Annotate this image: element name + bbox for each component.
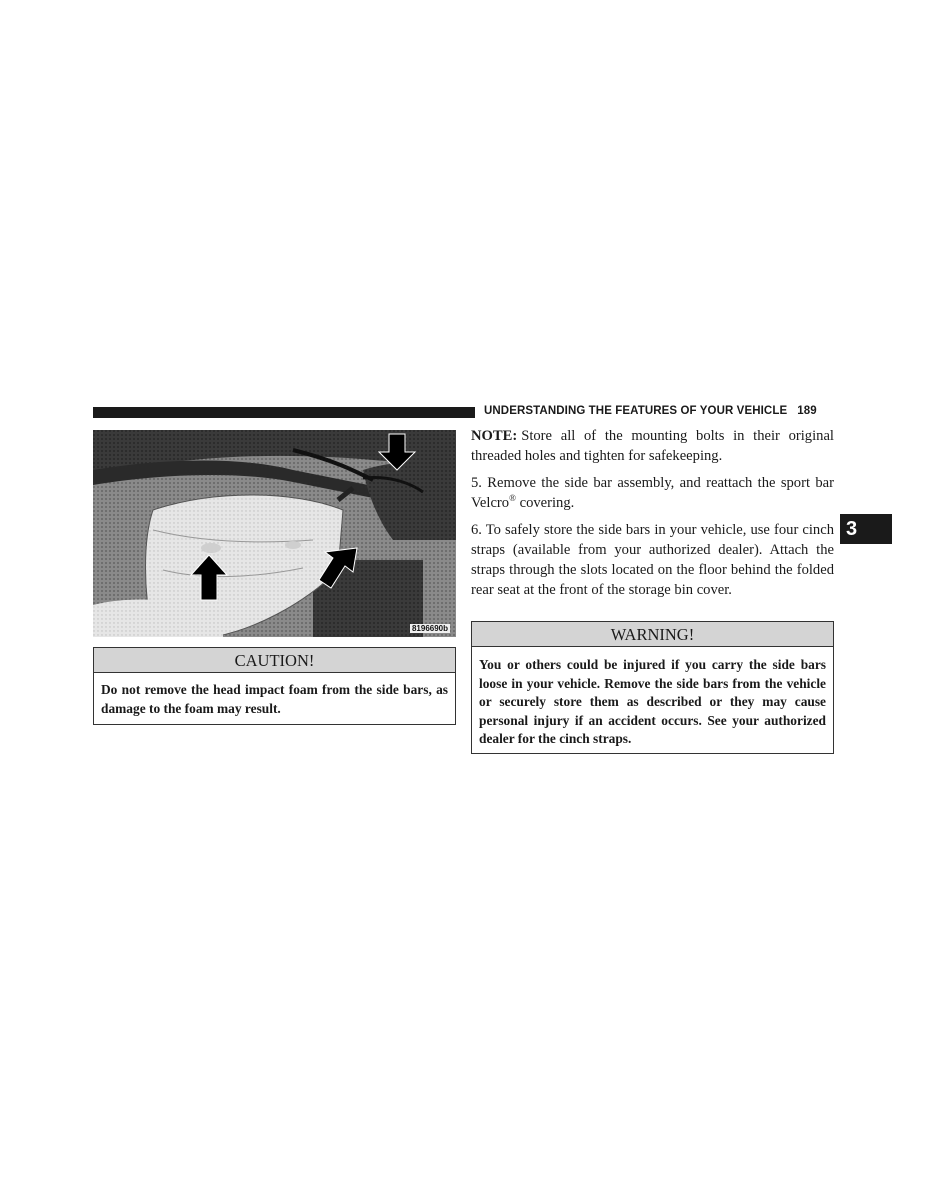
warning-box — [471, 621, 834, 754]
note-text: Store all of the mounting bolts in their original threaded holes and tighten for safekeeping. — [471, 428, 834, 464]
warning-body: You or others could be injured if you carry the side bars loose in your vehicle. Remove the side bars from the vehicle or securely store them as described or they may cause personal injury if an accident occurs. See your authorized dealer for the cinch straps. — [479, 657, 826, 746]
caution-title: CAUTION! — [94, 648, 455, 673]
instructions-column — [471, 427, 834, 608]
step-6: 6. To safely store the side bars in your vehicle, use four cinch straps (available from your authorized dealer). Attach the straps through the slots located on the floor behind the folded rear seat at the front of the storage bin cover. — [471, 522, 834, 598]
header-rule — [93, 407, 475, 418]
note-paragraph — [471, 427, 834, 467]
chapter-tab: 3 — [840, 514, 892, 544]
side-bar-figure — [93, 430, 456, 637]
warning-title: WARNING! — [472, 622, 833, 647]
section-title: UNDERSTANDING THE FEATURES OF YOUR VEHICLE — [484, 405, 788, 417]
figure-id: 8196690b — [411, 624, 448, 633]
note-label: NOTE: — [471, 428, 518, 444]
step-5-text: 5. Remove the side bar assembly, and reattach the sport bar Velcro — [471, 475, 834, 511]
caution-box — [93, 647, 456, 725]
caution-body: Do not remove the head impact foam from the side bars, as damage to the foam may result. — [101, 682, 448, 716]
step-5-text-end: covering. — [515, 494, 575, 511]
step-5 — [471, 474, 834, 514]
figure-illustration — [93, 430, 456, 637]
running-header — [484, 405, 834, 417]
registered-mark: ® — [509, 493, 516, 504]
page-number: 189 — [797, 405, 817, 417]
